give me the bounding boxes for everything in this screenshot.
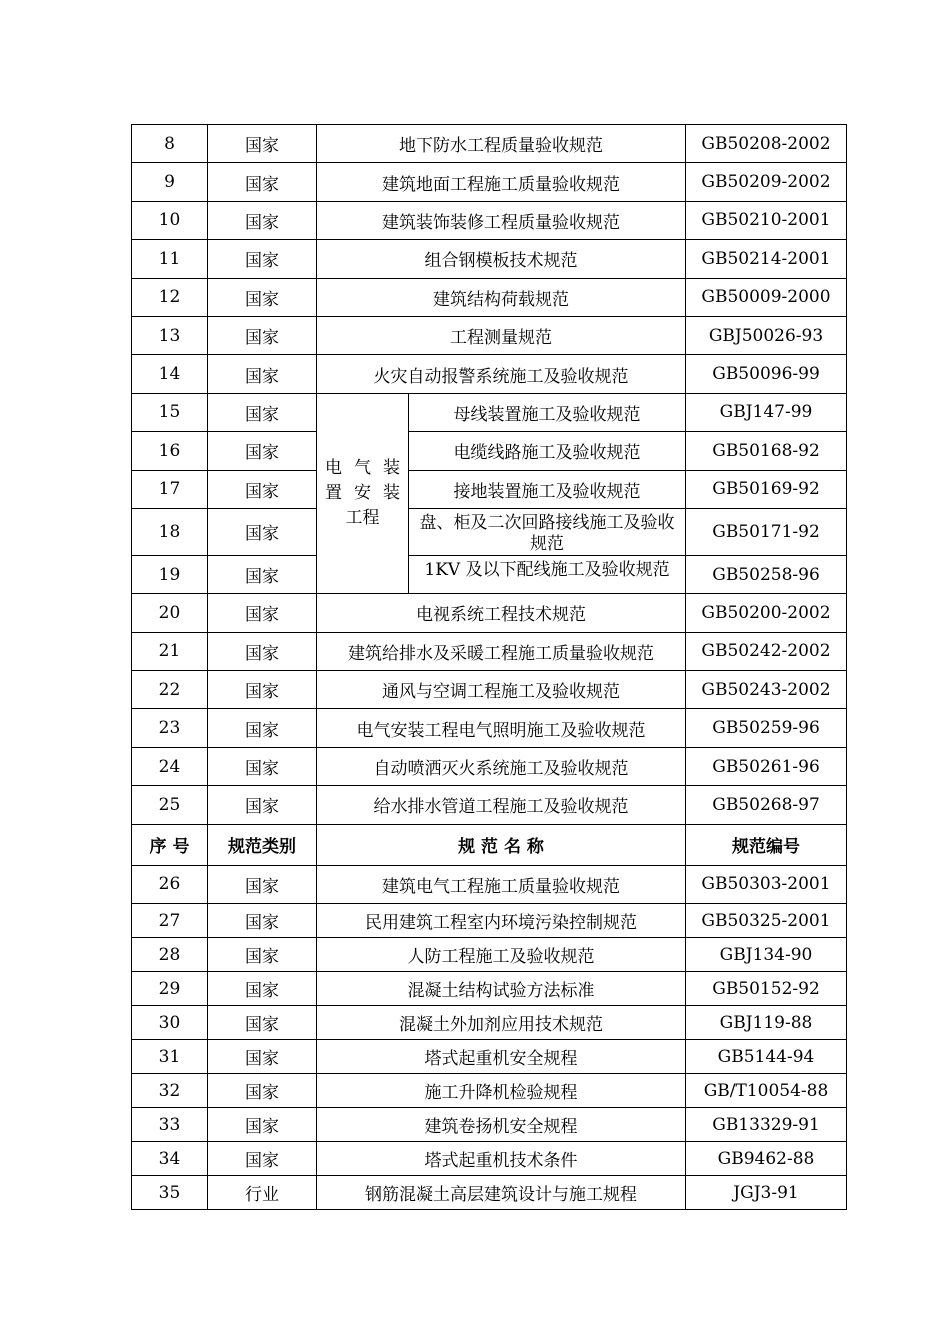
table-row <box>132 972 847 1006</box>
row-number: 34 <box>132 1142 208 1176</box>
row-spec-name: 接地装置施工及验收规范 <box>409 470 686 508</box>
row-spec-name: 施工升降机检验规程 <box>317 1074 686 1108</box>
row-spec-name: 盘、柜及二次回路接线施工及验收规范 <box>409 508 686 555</box>
table-row <box>132 938 847 972</box>
group-label-line: 电 气 装 <box>325 458 400 479</box>
row-category: 国家 <box>208 786 317 824</box>
row-spec-name: 地下防水工程质量验收规范 <box>317 125 686 163</box>
row-spec-code: GB50268-97 <box>686 786 847 824</box>
table-row <box>132 1142 847 1176</box>
table-row <box>132 278 847 316</box>
table-row <box>132 904 847 938</box>
row-spec-code: GB50168-92 <box>686 432 847 470</box>
row-category: 国家 <box>208 1040 317 1074</box>
row-spec-code: GB5144-94 <box>686 1040 847 1074</box>
row-spec-name: 民用建筑工程室内环境污染控制规范 <box>317 904 686 938</box>
row-number: 23 <box>132 709 208 747</box>
table-row <box>132 1006 847 1040</box>
row-spec-code: GBJ119-88 <box>686 1006 847 1040</box>
table-header-row <box>132 824 847 865</box>
row-number: 10 <box>132 201 208 239</box>
header-spec-name: 规 范 名 称 <box>317 824 686 865</box>
row-spec-name: 电气安装工程电气照明施工及验收规范 <box>317 709 686 747</box>
row-category: 国家 <box>208 316 317 354</box>
row-category: 国家 <box>208 1074 317 1108</box>
row-number: 22 <box>132 671 208 709</box>
row-number: 11 <box>132 240 208 278</box>
row-number: 14 <box>132 355 208 393</box>
row-category: 国家 <box>208 393 317 431</box>
table-row <box>132 1176 847 1210</box>
row-category: 国家 <box>208 470 317 508</box>
header-spec-code: 规范编号 <box>686 824 847 865</box>
row-number: 9 <box>132 163 208 201</box>
row-spec-code: GB50169-92 <box>686 470 847 508</box>
row-spec-code: GB50152-92 <box>686 972 847 1006</box>
table-row <box>132 355 847 393</box>
row-number: 20 <box>132 594 208 632</box>
table-row <box>132 865 847 903</box>
row-spec-code: GB50210-2001 <box>686 201 847 239</box>
row-number: 26 <box>132 865 208 903</box>
row-spec-name: 火灾自动报警系统施工及验收规范 <box>317 355 686 393</box>
row-spec-name: 自动喷洒灭火系统施工及验收规范 <box>317 747 686 785</box>
row-spec-name: 工程测量规范 <box>317 316 686 354</box>
table-row <box>132 1108 847 1142</box>
row-spec-code: GBJ134-90 <box>686 938 847 972</box>
row-number: 27 <box>132 904 208 938</box>
row-spec-code: GB13329-91 <box>686 1108 847 1142</box>
header-number: 序 号 <box>132 824 208 865</box>
row-spec-code: GB50209-2002 <box>686 163 847 201</box>
row-number: 35 <box>132 1176 208 1210</box>
row-spec-name: 混凝土外加剂应用技术规范 <box>317 1006 686 1040</box>
row-number: 25 <box>132 786 208 824</box>
specification-table <box>131 124 847 1210</box>
table-body <box>132 125 847 1210</box>
row-spec-code: GBJ50026-93 <box>686 316 847 354</box>
row-spec-code: GB50214-2001 <box>686 240 847 278</box>
table-row <box>132 432 847 470</box>
row-category: 国家 <box>208 1006 317 1040</box>
row-number: 29 <box>132 972 208 1006</box>
table-row <box>132 747 847 785</box>
table-row <box>132 393 847 431</box>
group-label-line: 置 安 装 <box>325 483 400 504</box>
row-number: 13 <box>132 316 208 354</box>
row-spec-name: 通风与空调工程施工及验收规范 <box>317 671 686 709</box>
row-spec-name: 建筑装饰装修工程质量验收规范 <box>317 201 686 239</box>
row-spec-name: 母线装置施工及验收规范 <box>409 393 686 431</box>
row-spec-name: 1KV 及以下配线施工及验收规范 <box>409 555 686 593</box>
row-category: 国家 <box>208 163 317 201</box>
row-category: 国家 <box>208 201 317 239</box>
row-spec-code: GB50208-2002 <box>686 125 847 163</box>
row-category: 国家 <box>208 671 317 709</box>
row-number: 17 <box>132 470 208 508</box>
group-label-line: 工程 <box>345 508 380 529</box>
row-spec-code: GB50009-2000 <box>686 278 847 316</box>
table-row <box>132 632 847 670</box>
header-category: 规范类别 <box>208 824 317 865</box>
table-row <box>132 1040 847 1074</box>
row-spec-code: GB50259-96 <box>686 709 847 747</box>
row-category: 国家 <box>208 508 317 555</box>
row-category: 国家 <box>208 594 317 632</box>
row-spec-code: GB9462-88 <box>686 1142 847 1176</box>
row-spec-name: 钢筋混凝土高层建筑设计与施工规程 <box>317 1176 686 1210</box>
table-row <box>132 555 847 593</box>
row-spec-code: GB50200-2002 <box>686 594 847 632</box>
row-spec-name: 组合钢模板技术规范 <box>317 240 686 278</box>
row-category: 国家 <box>208 125 317 163</box>
row-number: 12 <box>132 278 208 316</box>
row-number: 24 <box>132 747 208 785</box>
row-number: 15 <box>132 393 208 431</box>
row-category: 国家 <box>208 747 317 785</box>
table-row <box>132 1074 847 1108</box>
row-category: 国家 <box>208 555 317 593</box>
row-number: 28 <box>132 938 208 972</box>
row-spec-code: GB50325-2001 <box>686 904 847 938</box>
row-number: 8 <box>132 125 208 163</box>
row-number: 30 <box>132 1006 208 1040</box>
row-spec-code: JGJ3-91 <box>686 1176 847 1210</box>
row-spec-name: 电缆线路施工及验收规范 <box>409 432 686 470</box>
row-category: 行业 <box>208 1176 317 1210</box>
row-number: 32 <box>132 1074 208 1108</box>
row-category: 国家 <box>208 938 317 972</box>
row-spec-name: 建筑地面工程施工质量验收规范 <box>317 163 686 201</box>
table-row <box>132 709 847 747</box>
row-spec-name: 塔式起重机技术条件 <box>317 1142 686 1176</box>
table-row <box>132 201 847 239</box>
table-row <box>132 125 847 163</box>
row-spec-name: 塔式起重机安全规程 <box>317 1040 686 1074</box>
row-category: 国家 <box>208 709 317 747</box>
row-spec-name: 建筑电气工程施工质量验收规范 <box>317 865 686 903</box>
row-spec-name: 建筑给排水及采暖工程施工质量验收规范 <box>317 632 686 670</box>
row-category: 国家 <box>208 432 317 470</box>
row-category: 国家 <box>208 972 317 1006</box>
row-spec-code: GBJ147-99 <box>686 393 847 431</box>
row-spec-name: 建筑结构荷载规范 <box>317 278 686 316</box>
row-number: 18 <box>132 508 208 555</box>
row-category: 国家 <box>208 1142 317 1176</box>
row-spec-code: GB/T10054-88 <box>686 1074 847 1108</box>
table-row <box>132 163 847 201</box>
row-category: 国家 <box>208 904 317 938</box>
row-number: 19 <box>132 555 208 593</box>
table-row <box>132 508 847 555</box>
table-row <box>132 240 847 278</box>
row-category: 国家 <box>208 355 317 393</box>
row-spec-code: GB50303-2001 <box>686 865 847 903</box>
row-number: 16 <box>132 432 208 470</box>
row-spec-name: 给水排水管道工程施工及验收规范 <box>317 786 686 824</box>
row-spec-name: 人防工程施工及验收规范 <box>317 938 686 972</box>
table-row <box>132 316 847 354</box>
row-spec-code: GB50261-96 <box>686 747 847 785</box>
row-spec-code: GB50096-99 <box>686 355 847 393</box>
row-category: 国家 <box>208 865 317 903</box>
row-number: 21 <box>132 632 208 670</box>
row-number: 33 <box>132 1108 208 1142</box>
table-row <box>132 786 847 824</box>
row-spec-code: GB50171-92 <box>686 508 847 555</box>
row-category: 国家 <box>208 278 317 316</box>
row-spec-name: 电视系统工程技术规范 <box>317 594 686 632</box>
row-spec-code: GB50243-2002 <box>686 671 847 709</box>
row-spec-code: GB50258-96 <box>686 555 847 593</box>
row-category: 国家 <box>208 1108 317 1142</box>
group-label-electrical-installation <box>317 393 409 594</box>
row-spec-name: 建筑卷扬机安全规程 <box>317 1108 686 1142</box>
row-spec-code: GB50242-2002 <box>686 632 847 670</box>
row-spec-name: 混凝土结构试验方法标准 <box>317 972 686 1006</box>
row-category: 国家 <box>208 632 317 670</box>
table-row <box>132 470 847 508</box>
table-row <box>132 594 847 632</box>
row-category: 国家 <box>208 240 317 278</box>
table-row <box>132 671 847 709</box>
row-number: 31 <box>132 1040 208 1074</box>
